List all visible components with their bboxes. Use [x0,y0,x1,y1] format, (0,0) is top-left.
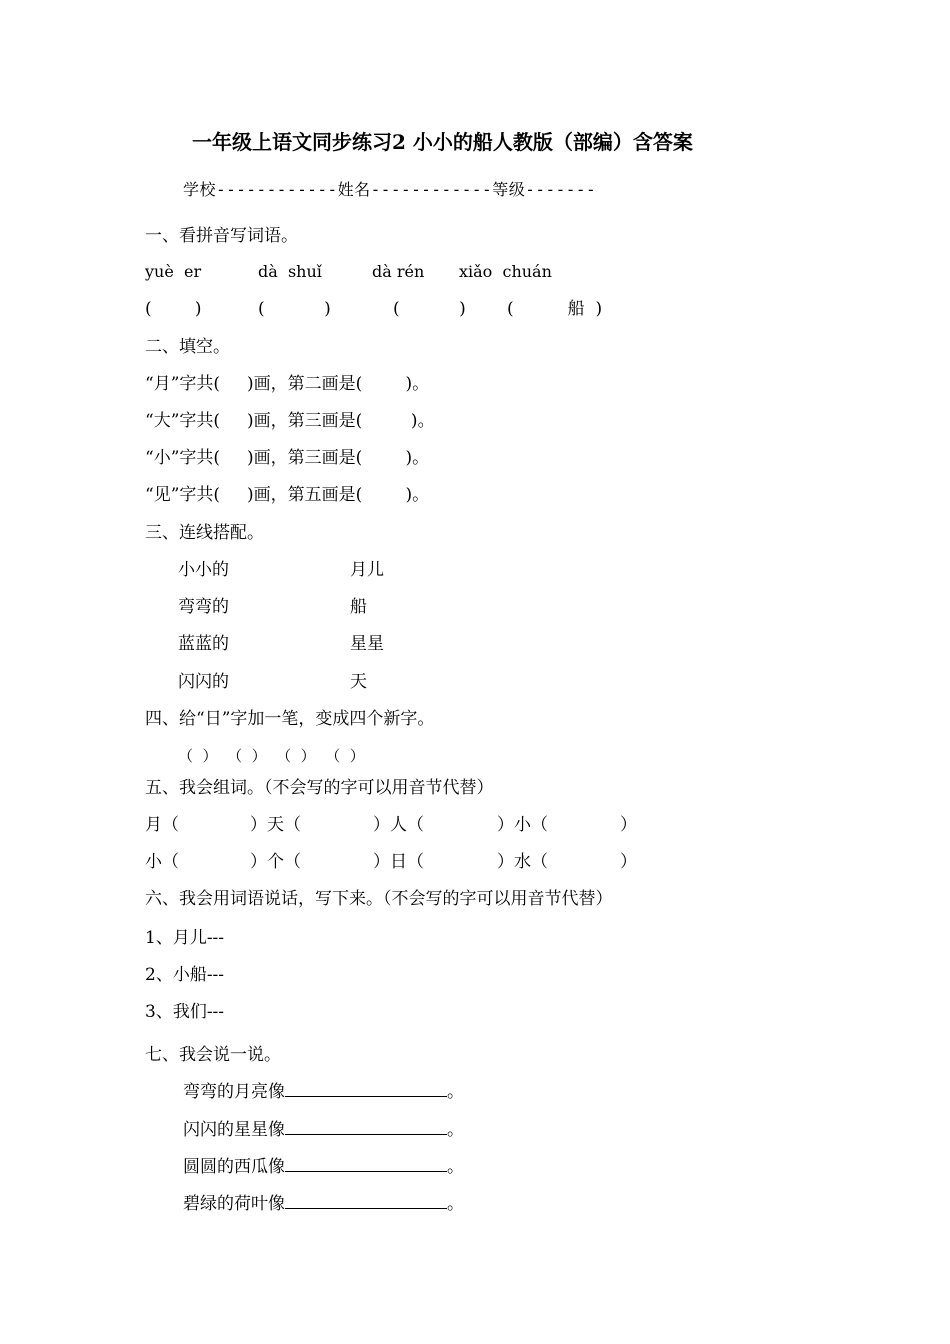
sentence-item-1: 1、月儿--- [145,928,225,948]
answer-box-3[interactable]: ( ) [393,299,466,319]
new-char-boxes[interactable]: （ ） （ ） （ ） （ ） [178,747,365,765]
simile-blank-2[interactable] [285,1120,447,1135]
word-row-1-a: 月（ [145,815,179,835]
simile-line-1 [183,1082,464,1102]
section-4-heading: 四、给“日”字加一笔，变成四个新字。 [145,709,435,729]
simile-line-2 [183,1120,464,1140]
word-row-1-d: ）小（ [497,815,548,835]
word-row-2-c: ）日（ [373,852,424,872]
fill-line-4: “见”字共( )画，第五画是( )。 [145,485,430,505]
pinyin-2: dà shuǐ [258,262,322,281]
fill-line-3: “小”字共( )画，第三画是( )。 [145,448,430,468]
simile-end-2: 。 [447,1120,464,1140]
section-5-heading: 五、我会组词。（不会写的字可以用音节代替） [145,778,494,798]
simile-prompt-4: 碧绿的荷叶像 [183,1194,285,1214]
simile-prompt-1: 弯弯的月亮像 [183,1082,285,1102]
match-left-3[interactable]: 蓝蓝的 [178,634,229,654]
simile-prompt-2: 闪闪的星星像 [183,1120,285,1140]
section-6-heading: 六、我会用词语说话，写下来。（不会写的字可以用音节代替） [145,889,613,909]
match-right-4[interactable]: 天 [350,672,367,692]
match-left-1[interactable]: 小小的 [178,560,229,580]
word-row-2-b: ）个（ [250,852,301,872]
match-left-4[interactable]: 闪闪的 [178,672,229,692]
word-row-2-e: ） [620,852,637,872]
section-1-heading: 一、看拼音写词语。 [145,226,298,246]
fill-line-1: “月”字共( )画，第二画是( )。 [145,374,430,394]
simile-end-3: 。 [447,1157,464,1177]
match-right-1[interactable]: 月儿 [350,560,384,580]
word-row-1-b: ）天（ [250,815,301,835]
word-row-1-c: ）人（ [373,815,424,835]
pinyin-3: dà rén [372,262,425,281]
sentence-item-3: 3、我们--- [145,1002,225,1022]
section-7-heading: 七、我会说一说。 [145,1045,281,1065]
word-row-2-a: 小（ [145,852,179,872]
section-3-heading: 三、连线搭配。 [145,523,264,543]
simile-prompt-3: 圆圆的西瓜像 [183,1157,285,1177]
page-title: 一年级上语文同步练习2 小小的船人教版（部编）含答案 [192,130,693,154]
pinyin-1: yuè er [145,262,202,281]
answer-box-1[interactable]: ( ) [145,299,202,319]
answer-box-2[interactable]: ( ) [258,299,331,319]
simile-line-4 [183,1194,464,1214]
simile-line-3 [183,1157,464,1177]
answer-box-4[interactable]: ( 船 ) [507,299,603,319]
match-right-2[interactable]: 船 [350,597,367,617]
simile-end-1: 。 [447,1082,464,1102]
simile-blank-4[interactable] [285,1194,447,1209]
match-right-3[interactable]: 星星 [350,634,384,654]
section-2-heading: 二、填空。 [145,337,230,357]
sentence-item-2: 2、小船--- [145,965,225,985]
header-info-line: 学校------------姓名------------等级------- [183,180,597,199]
simile-blank-3[interactable] [285,1157,447,1172]
word-row-2-d: ）水（ [497,852,548,872]
word-row-1-e: ） [620,815,637,835]
simile-blank-1[interactable] [285,1082,447,1097]
match-left-2[interactable]: 弯弯的 [178,597,229,617]
simile-end-4: 。 [447,1194,464,1214]
pinyin-4: xiǎo chuán [459,262,552,281]
fill-line-2: “大”字共( )画，第三画是( )。 [145,411,435,431]
